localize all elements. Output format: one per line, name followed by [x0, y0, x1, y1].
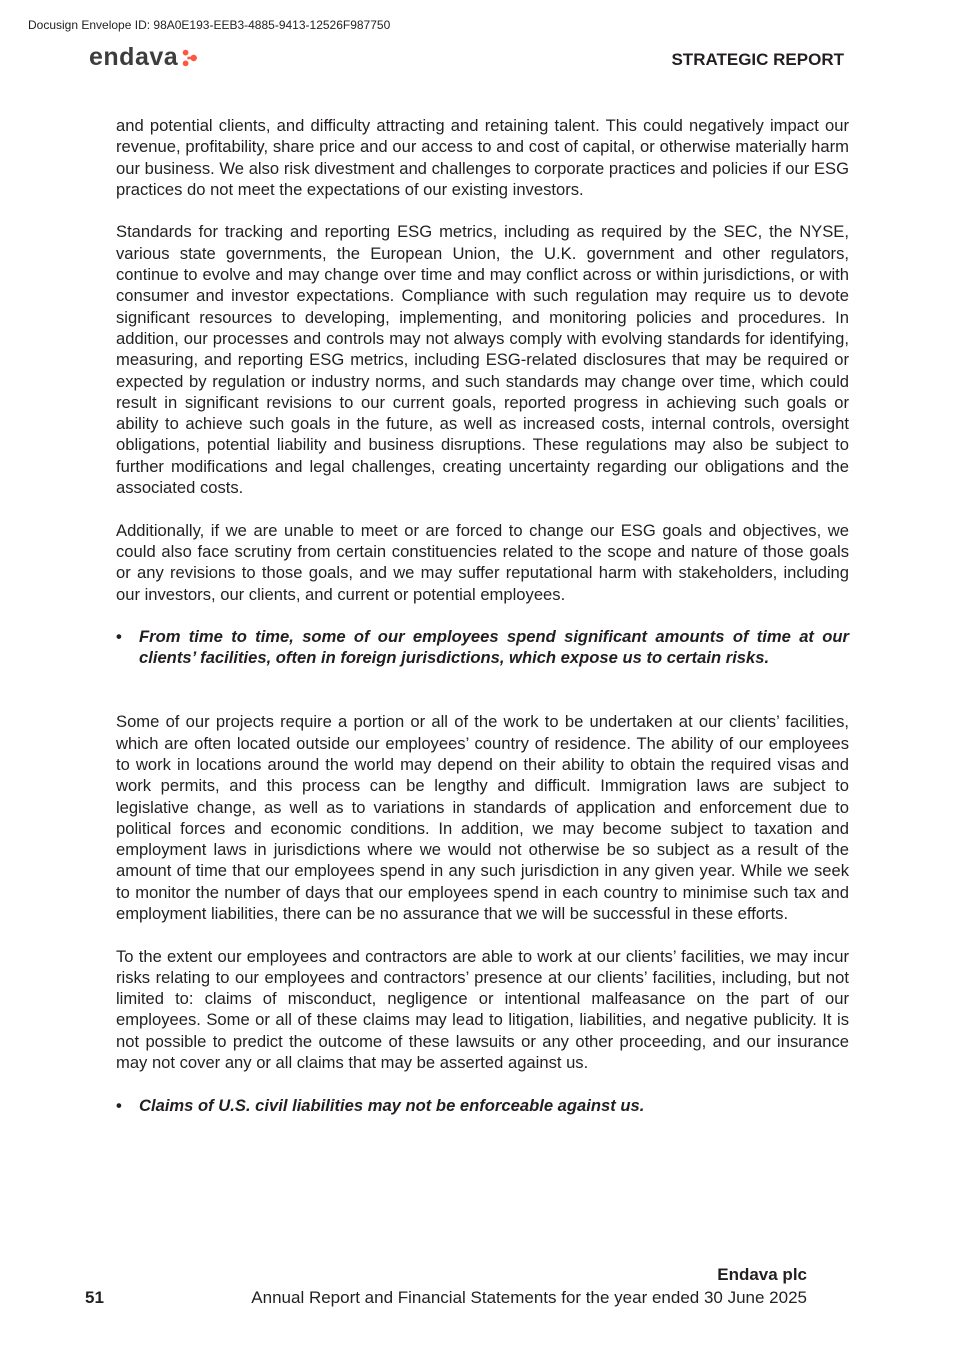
bullet-point: • — [116, 627, 122, 647]
envelope-id: Docusign Envelope ID: 98A0E193-EEB3-4885-9413-12526F987750 — [28, 18, 391, 32]
footer-company: Endava plc — [717, 1265, 807, 1284]
logo-text: endava — [89, 43, 179, 71]
risk-heading-text: From time to time, some of our employees spend significant amounts of time at our clients’ facilities, often in foreign jurisdictions, which expose us to certain risks. — [139, 627, 849, 668]
paragraph: and potential clients, and difficulty attracting and retaining talent. This could negatively impact our revenue, profitability, share price and our access to and cost of capital, or otherwise materially harm our business. We also risk divestment and challenges to corporate practices and policies if our ESG practices do not meet the expectations of our existing investors. — [116, 116, 849, 199]
risk-heading — [116, 1095, 849, 1116]
paragraph: Standards for tracking and reporting ESG metrics, including as required by the SEC, the NYSE, various state governments, the European Union, the U.K. government and other regulators, continue to evolve and may change over time and may conflict across or within jurisdictions, or with consumer and investor expectations. Compliance with such regulation may require us to devote significant resources to developing, implementing, and monitoring policies and procedures. In addition, our processes and controls may not always comply with evolving standards for identifying, measuring, and reporting ESG metrics, including ESG-related disclosures that may be required or expected by regulation or industry norms, and such standards may change over time, which could result in significant revisions to our current goals, reported progress in achieving such goals or ability to achieve such goals in the future, as well as increased costs, internal controls, oversight obligations, potential liability and business disruptions. These regulations may also be subject to further modifications and legal challenges, creating uncertainty regarding our obligations and the associated costs. — [116, 222, 849, 498]
company-logo — [89, 43, 200, 72]
paragraph: To the extent our employees and contractors are able to work at our clients’ facilities, we may incur risks relating to our employees and contractors’ presence at our clients’ facilities, including, but not limited to: claims of misconduct, negligence or intentional malfeasance on the part of our employees. Some or all of these claims may lead to litigation, liabilities, and negative publicity. It is not possible to predict the outcome of these lawsuits or any other proceeding, and our insurance may not cover any or all claims that may be asserted against us. — [116, 946, 849, 1073]
logo-mark-icon — [182, 49, 200, 67]
footer-report-title: Annual Report and Financial Statements for the year ended 30 June 2025 — [251, 1288, 807, 1307]
risk-heading-text: Claims of U.S. civil liabilities may not be enforceable against us. — [139, 1095, 645, 1115]
page-number: 51 — [85, 1288, 104, 1307]
report-body — [116, 115, 849, 1116]
paragraph: Some of our projects require a portion or all of the work to be undertaken at our clients’ facilities, which are often located outside our employees’ country of residence. The ability of our employees to work in locations around the world may depend on their ability to obtain the required visas and work permits, and this process can be lengthy and difficult. Immigration laws are subject to legislative change, as well as to variations in standards of application and enforcement due to political forces and economic conditions. In addition, we may become subject to taxation and employment laws in jurisdictions where we would not otherwise be so subject as a result of the amount of time that our employees spend in any such jurisdiction in any given year. While we seek to monitor the number of days that our employees spend in each country to minimise such tax and employment liabilities, there can be no assurance that we will be successful in these efforts. — [116, 712, 849, 923]
bullet-point: • — [116, 1095, 122, 1115]
section-title: STRATEGIC REPORT — [671, 50, 844, 69]
risk-heading — [116, 626, 849, 669]
paragraph: Additionally, if we are unable to meet or are forced to change our ESG goals and objectives, we could also face scrutiny from certain constituencies related to the scope and nature of those goals or any revisions to those goals, and we may suffer reputational harm with stakeholders, including our investors, our clients, and current or potential employees. — [116, 520, 849, 604]
